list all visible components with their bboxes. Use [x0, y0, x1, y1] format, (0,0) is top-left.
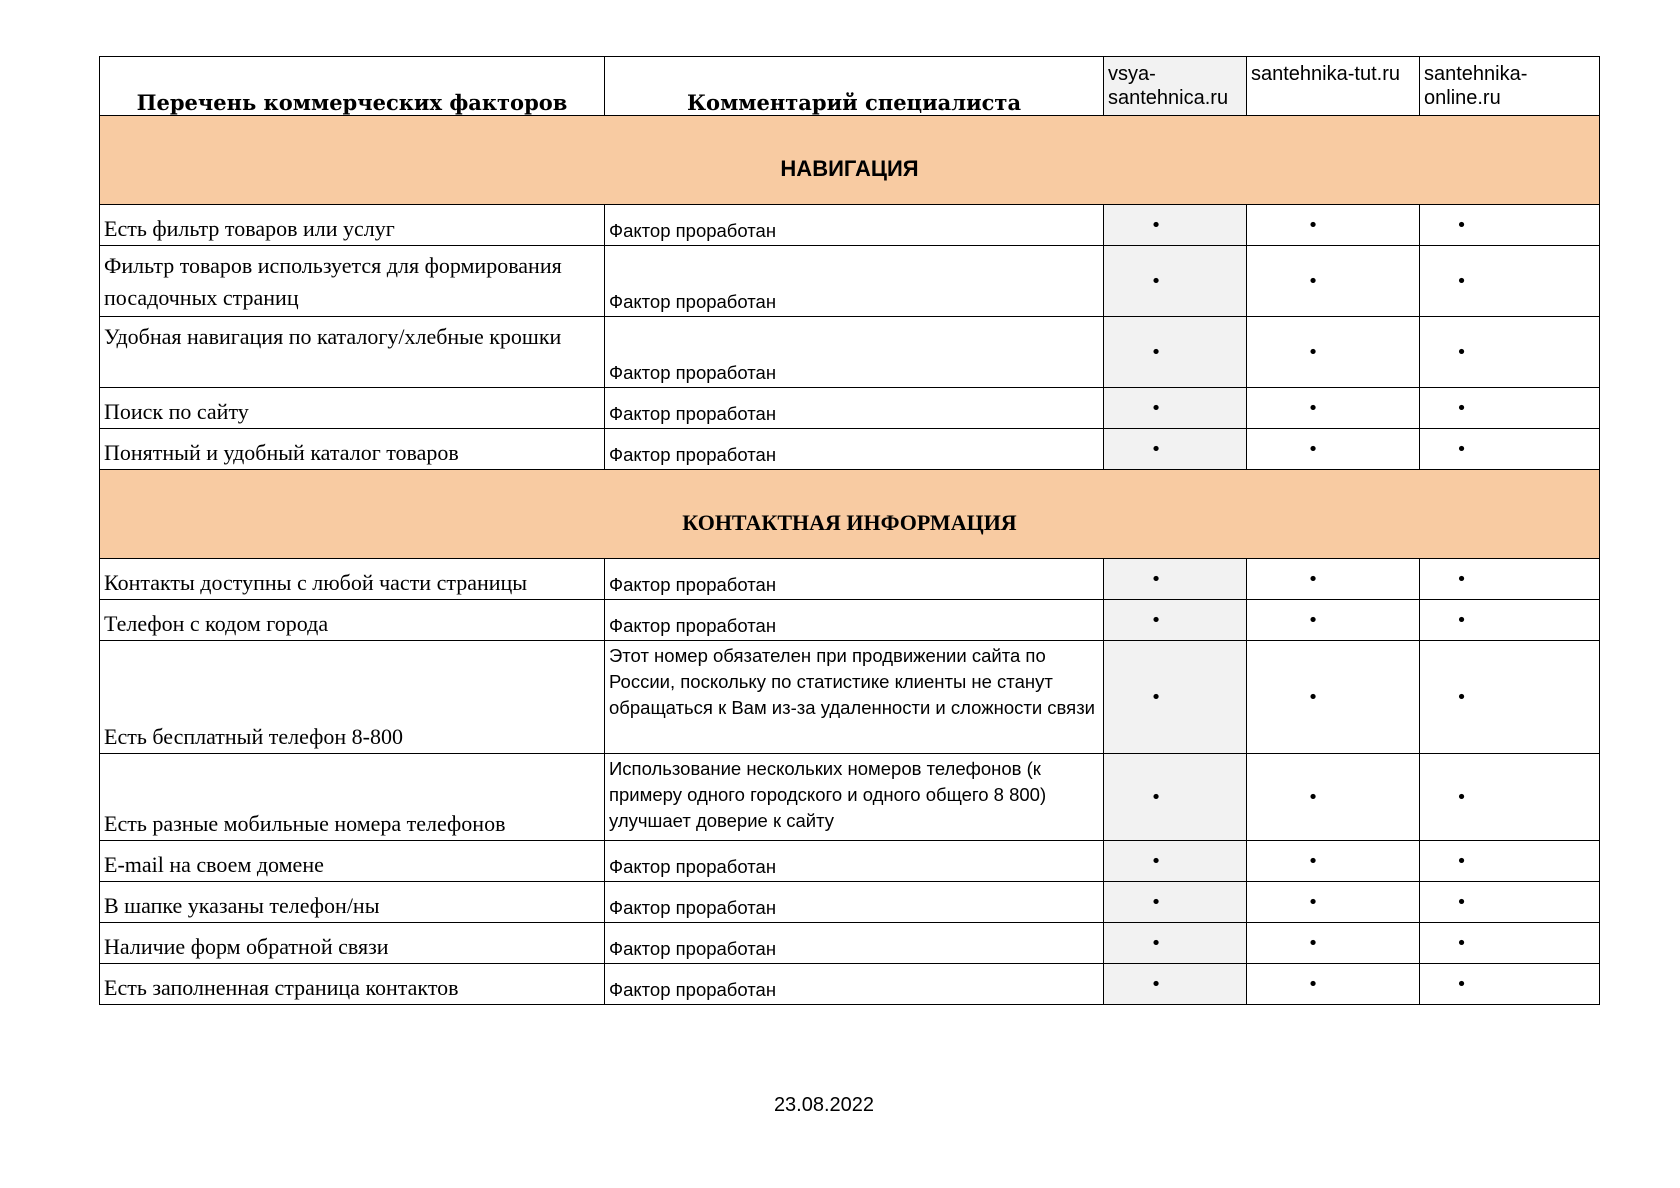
mark-cell: •: [1247, 964, 1420, 1005]
mark-cell: •: [1247, 841, 1420, 882]
mark-cell: •: [1420, 641, 1600, 754]
mark-cell: •: [1247, 246, 1420, 317]
table-row: [100, 388, 1600, 429]
table-row: [100, 964, 1600, 1005]
table-row: [100, 882, 1600, 923]
mark-cell: •: [1420, 882, 1600, 923]
mark-cell: •: [1247, 388, 1420, 429]
mark-cell: •: [1420, 841, 1600, 882]
factor-cell: Понятный и удобный каталог товаров: [100, 429, 605, 470]
header-comment: Комментарий специалиста: [605, 57, 1104, 116]
mark-cell: •: [1104, 841, 1247, 882]
factor-cell: Удобная навигация по каталогу/хлебные крошки: [100, 317, 605, 388]
mark-cell: •: [1420, 559, 1600, 600]
mark-cell: •: [1247, 317, 1420, 388]
factor-cell: Телефон с кодом города: [100, 600, 605, 641]
comment-cell: Фактор проработан: [605, 205, 1104, 246]
mark-cell: •: [1104, 317, 1247, 388]
comment-cell: Этот номер обязателен при продвижении сайта по России, поскольку по статистике клиенты не станут обращаться к Вам из-за удаленности и сложности связи: [605, 641, 1104, 754]
section-row-contacts: [100, 470, 1600, 559]
mark-cell: •: [1104, 754, 1247, 841]
mark-cell: •: [1247, 641, 1420, 754]
factor-cell: E-mail на своем домене: [100, 841, 605, 882]
comment-cell: Фактор проработан: [605, 923, 1104, 964]
table-row: [100, 641, 1600, 754]
mark-cell: •: [1420, 754, 1600, 841]
header-factors: Перечень коммерческих факторов: [100, 57, 605, 116]
mark-cell: •: [1420, 388, 1600, 429]
mark-cell: •: [1420, 246, 1600, 317]
table-row: [100, 600, 1600, 641]
comment-cell: Фактор проработан: [605, 317, 1104, 388]
mark-cell: •: [1420, 923, 1600, 964]
factor-cell: Есть фильтр товаров или услуг: [100, 205, 605, 246]
comment-cell: Фактор проработан: [605, 964, 1104, 1005]
factor-cell: В шапке указаны телефон/ны: [100, 882, 605, 923]
factor-cell: Поиск по сайту: [100, 388, 605, 429]
comment-cell: Фактор проработан: [605, 882, 1104, 923]
table-row: [100, 841, 1600, 882]
mark-cell: •: [1247, 600, 1420, 641]
factor-cell: Есть бесплатный телефон 8-800: [100, 641, 605, 754]
section-title: КОНТАКТНАЯ ИНФОРМАЦИЯ: [100, 470, 1600, 559]
factor-cell: Есть разные мобильные номера телефонов: [100, 754, 605, 841]
mark-cell: •: [1420, 205, 1600, 246]
comment-cell: Фактор проработан: [605, 841, 1104, 882]
mark-cell: •: [1420, 600, 1600, 641]
header-site-3: [1420, 57, 1600, 116]
table-header-row: [100, 57, 1600, 116]
table-row: [100, 923, 1600, 964]
table-row: [100, 317, 1600, 388]
mark-cell: •: [1104, 205, 1247, 246]
header-site-1: [1104, 57, 1247, 116]
comment-cell: Фактор проработан: [605, 600, 1104, 641]
mark-cell: •: [1104, 246, 1247, 317]
factor-cell: Фильтр товаров используется для формирования посадочных страниц: [100, 246, 605, 317]
mark-cell: •: [1247, 205, 1420, 246]
mark-cell: •: [1104, 923, 1247, 964]
header-site-2-name: santehnika-tut.ru: [1251, 63, 1400, 85]
commercial-factors-table: [99, 56, 1600, 1005]
table-row: [100, 754, 1600, 841]
header-site-2: [1247, 57, 1420, 116]
mark-cell: •: [1247, 559, 1420, 600]
comment-cell: Использование нескольких номеров телефонов (к примеру одного городского и одного общего 8 800) улучшает доверие к сайту: [605, 754, 1104, 841]
section-title: НАВИГАЦИЯ: [100, 116, 1600, 205]
header-site-3-name: santehnika- online.ru: [1424, 63, 1528, 109]
mark-cell: •: [1104, 964, 1247, 1005]
section-row-navigation: [100, 116, 1600, 205]
comment-cell: Фактор проработан: [605, 388, 1104, 429]
mark-cell: •: [1104, 882, 1247, 923]
mark-cell: •: [1420, 964, 1600, 1005]
comment-cell: Фактор проработан: [605, 429, 1104, 470]
mark-cell: •: [1247, 923, 1420, 964]
mark-cell: •: [1104, 429, 1247, 470]
mark-cell: •: [1104, 641, 1247, 754]
table-row: [100, 429, 1600, 470]
mark-cell: •: [1247, 882, 1420, 923]
comment-cell: Фактор проработан: [605, 559, 1104, 600]
mark-cell: •: [1104, 559, 1247, 600]
mark-cell: •: [1247, 429, 1420, 470]
table-row: [100, 559, 1600, 600]
mark-cell: •: [1420, 317, 1600, 388]
factor-cell: Наличие форм обратной связи: [100, 923, 605, 964]
footer-date: 23.08.2022: [773, 1094, 875, 1116]
mark-cell: •: [1104, 600, 1247, 641]
table-row: [100, 246, 1600, 317]
factor-cell: Контакты доступны с любой части страницы: [100, 559, 605, 600]
mark-cell: •: [1104, 388, 1247, 429]
comment-cell: Фактор проработан: [605, 246, 1104, 317]
factor-cell: Есть заполненная страница контактов: [100, 964, 605, 1005]
table-row: [100, 205, 1600, 246]
mark-cell: •: [1247, 754, 1420, 841]
header-site-1-name: vsya- santehnica.ru: [1108, 63, 1229, 109]
mark-cell: •: [1420, 429, 1600, 470]
